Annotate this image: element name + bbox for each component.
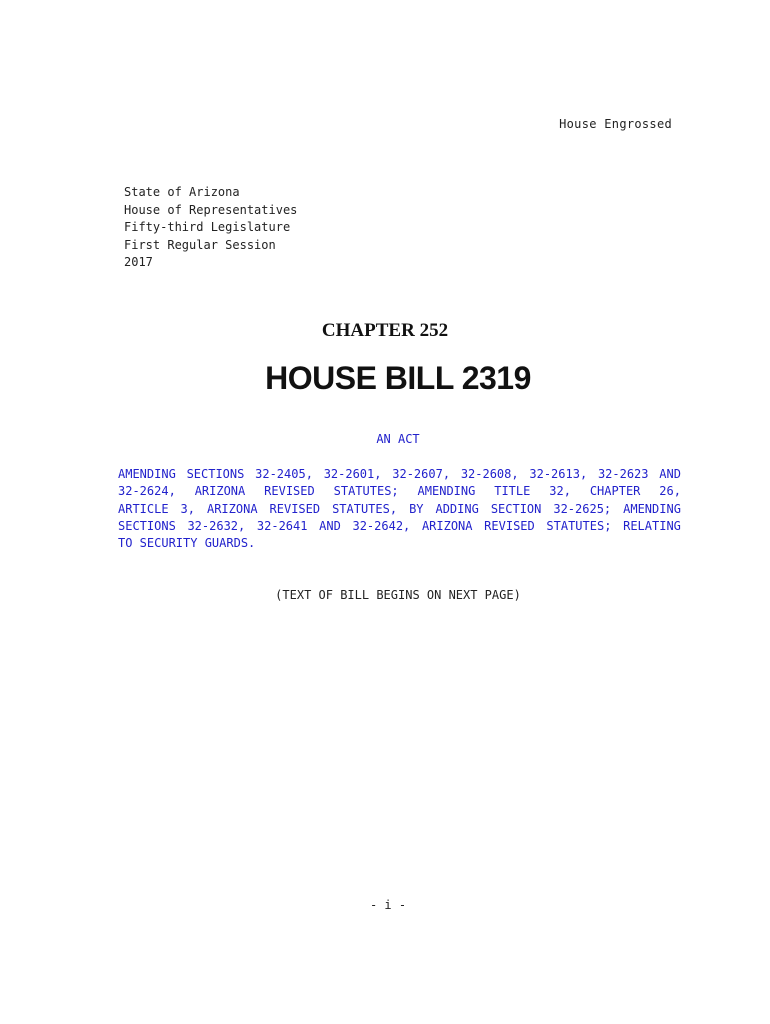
title-word: AMENDING	[417, 484, 476, 499]
title-word: 32-2613,	[529, 467, 588, 481]
house-line: House of Representatives	[124, 202, 298, 217]
title-word: 26,	[659, 484, 681, 499]
title-word: 32-2625;	[553, 501, 612, 516]
title-line	[118, 535, 681, 552]
chapter-heading: CHAPTER 252	[321, 320, 449, 341]
title-word: TO SECURITY GUARDS.	[118, 536, 256, 551]
title-word: 32-2642,	[352, 518, 411, 533]
title-word: REVISED	[484, 518, 535, 533]
title-word: TITLE	[494, 484, 531, 499]
title-word: STATUTES;	[333, 484, 399, 499]
title-word: CHAPTER	[589, 484, 641, 499]
title-word: 32-2608,	[460, 467, 519, 481]
title-word: ADDING	[435, 501, 479, 516]
title-word: 3,	[180, 501, 195, 516]
title-word: ARIZONA	[421, 518, 473, 533]
title-word: SECTIONS	[186, 467, 245, 481]
title-word: SECTION	[490, 501, 542, 516]
session-line: First Regular Session	[124, 237, 276, 252]
title-word: ARTICLE	[118, 501, 169, 516]
title-line	[118, 466, 681, 483]
title-word: ARIZONA	[206, 501, 258, 516]
title-word: BY	[409, 501, 424, 516]
title-word: 32-2641	[256, 518, 308, 533]
bill-title-text	[118, 466, 681, 552]
title-word: STATUTES;	[546, 518, 612, 533]
state-line: State of Arizona	[124, 185, 240, 199]
title-word: RELATING	[623, 518, 681, 533]
title-word: REVISED	[269, 501, 321, 516]
title-word: 32-2624,	[118, 484, 176, 499]
engrossed-label: House Engrossed	[559, 117, 672, 131]
title-line	[118, 518, 681, 535]
text-begins-note: (TEXT OF BILL BEGINS ON NEXT PAGE)	[275, 588, 521, 602]
year-line: 2017	[124, 255, 153, 269]
title-word: 32-2632,	[187, 518, 246, 533]
title-word: 32-2405,	[255, 467, 313, 481]
page-number: - i -	[369, 898, 407, 912]
bill-heading: HOUSE BILL 2319	[265, 360, 531, 396]
title-word: 32-2623	[597, 467, 649, 481]
title-word: REVISED	[264, 484, 315, 499]
title-word: AMENDING	[623, 501, 681, 516]
title-word: STATUTES,	[332, 501, 398, 516]
title-word: 32,	[549, 484, 571, 499]
title-word: 32-2601,	[323, 467, 382, 481]
title-word: SECTIONS	[118, 518, 176, 533]
title-word: ARIZONA	[194, 484, 246, 499]
title-word: 32-2607,	[392, 467, 451, 481]
act-heading: AN ACT	[376, 432, 420, 446]
session-info	[124, 184, 297, 272]
title-word: AND	[659, 467, 681, 481]
title-word: AMENDING	[118, 467, 176, 481]
legislature-line: Fifty-third Legislature	[124, 220, 291, 234]
title-word: AND	[319, 518, 341, 533]
title-line	[118, 483, 681, 500]
title-line	[118, 501, 681, 518]
